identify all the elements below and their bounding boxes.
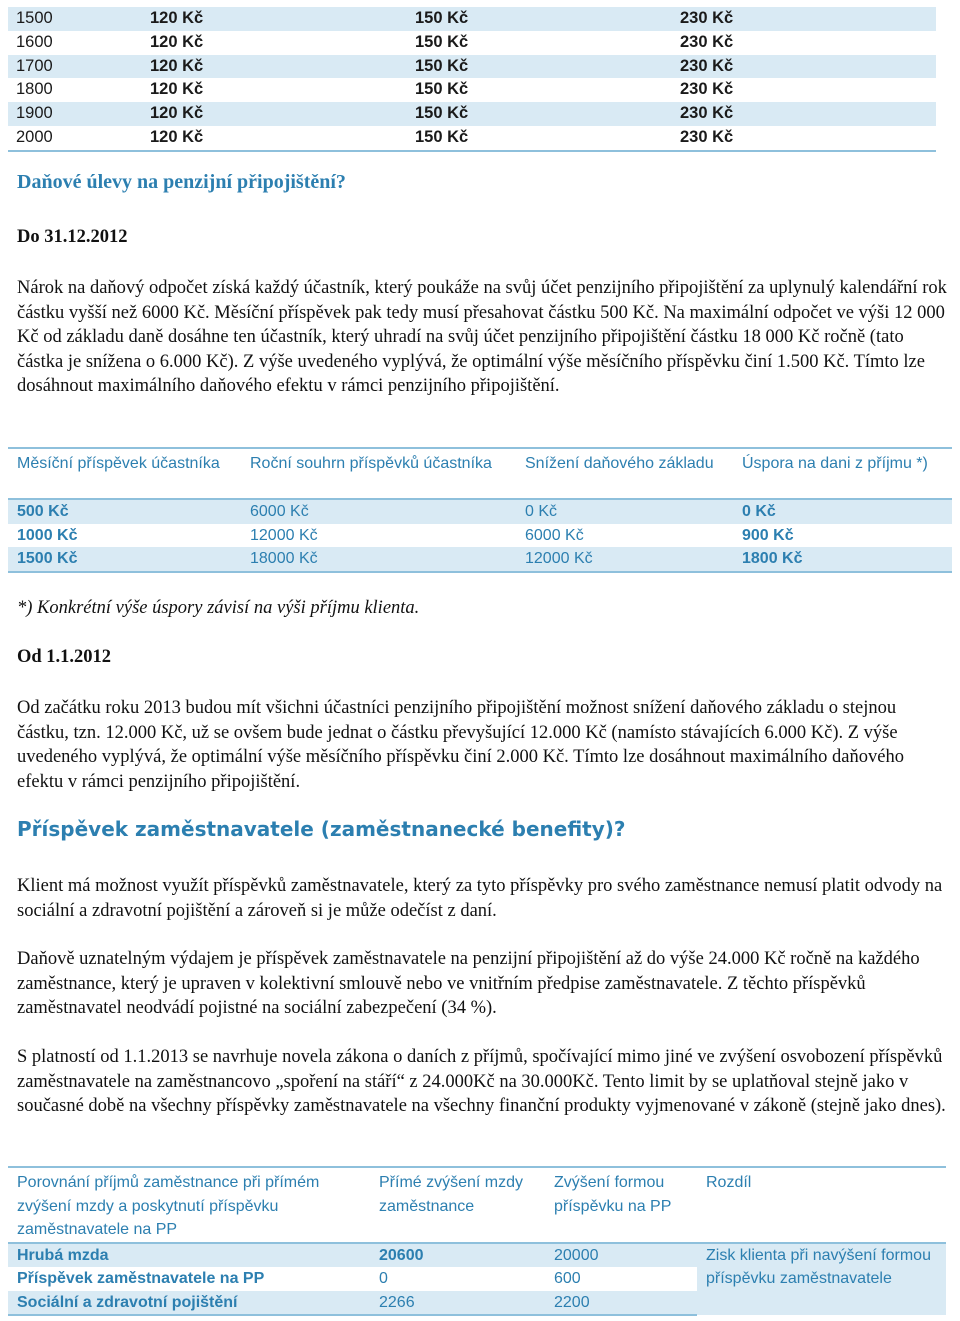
table-cell: 0 <box>379 1270 388 1287</box>
table-cell: 900 Kč <box>742 526 794 544</box>
column-header: Snížení daňového základu <box>516 448 733 499</box>
table-row <box>8 1243 946 1268</box>
column-header: Měsíční příspěvek účastníka <box>8 448 241 499</box>
table-cell: 230 Kč <box>672 55 936 79</box>
column-header: Rozdíl <box>697 1167 946 1243</box>
table-cell: 120 Kč <box>142 102 407 126</box>
table-cell: 0 Kč <box>733 499 952 524</box>
table-cell: 150 Kč <box>407 55 672 79</box>
from-2012-paragraph: Od začátku roku 2013 budou mít všichni účastníci penzijního připojištění možnost snížení daňového základu o stejnou částku, tzn. 12.000 Kč, už se ovšem bude jednat o částku převyšující 12.000 Kč (namísto stávajících 6.000 Kč). Z výše uvedeného vyplývá, že optimální výše měsíčního příspěvku činí 2.000 Kč. Tímto lze dosáhnout maximálního daňového efektu v rámci penzijního připojištění. <box>17 698 904 792</box>
table-row <box>8 31 936 55</box>
table-cell: 2266 <box>370 1291 545 1316</box>
table-cell: Hrubá mzda <box>8 1243 370 1268</box>
savings-note: *) Konkrétní výše úspory závisí na výši příjmu klienta. <box>17 598 420 618</box>
table-cell: 1000 Kč <box>17 526 78 544</box>
table-cell: 150 Kč <box>407 126 672 151</box>
table-cell: 6000 Kč <box>241 499 516 524</box>
employer-paragraph-1: Klient má možnost využít příspěvků zaměstnavatele, který za tyto příspěvky pro svého zaměstnance nemusí platit odvody na sociální a zdravotní pojištění a zároveň si je může odečíst z daní. <box>17 876 943 921</box>
contribution-table <box>8 7 936 152</box>
employer-paragraph-3: S platností od 1.1.2013 se navrhuje novela zákona o daních z příjmů, spočívající mimo jiné ve zvýšení osvobození příspěvků zaměstnavatele na zaměstnancovo „spoření na stáří“ z 24.000Kč na 30.000Kč. Tento limit by se uplatňoval stejně jako v současné době na všechny příspěvky zaměstnavatele na všechny finanční produkty vyjmenované v zákoně (stejně jako dnes). <box>17 1047 946 1116</box>
table-cell: 120 Kč <box>150 32 204 51</box>
table-header-row <box>8 1167 946 1243</box>
table-row <box>8 102 936 126</box>
table-cell: 230 Kč <box>672 7 936 31</box>
table-row <box>8 524 952 548</box>
from-2012-heading: Od 1.1.2012 <box>17 647 112 667</box>
table-cell: Příspěvek zaměstnavatele na PP <box>17 1270 265 1287</box>
table-cell: 600 <box>554 1270 581 1287</box>
table-cell: 20600 <box>370 1243 545 1268</box>
employer-paragraph-2: Daňově uznatelným výdajem je příspěvek zaměstnavatele na penzijní připojištění až do výše 24.000 Kč ročně na každého zaměstnance, který je upraven v kolektivní smlouvě nebo ve vnitřním předpise zaměstnavatele. Z těchto příspěvků zaměstnavatel neodvádí pojistné na sociální zabezpečení (34 %). <box>17 949 920 1018</box>
table-cell: 20000 <box>545 1243 697 1268</box>
table-cell: 2000 <box>8 126 142 151</box>
table-cell: 1600 <box>16 32 53 51</box>
column-header: Zvýšení formou příspěvku na PP <box>545 1167 697 1243</box>
column-header: Porovnání příjmů zaměstnance při přímém zvýšení mzdy a poskytnutí příspěvku zaměstnavatele na PP <box>8 1167 370 1243</box>
table-cell: 150 Kč <box>415 80 469 99</box>
table-cell: 120 Kč <box>150 80 204 99</box>
table-cell: 150 Kč <box>407 7 672 31</box>
table-cell: 1900 <box>8 102 142 126</box>
table-cell: 18000 Kč <box>241 547 516 572</box>
table-cell: 230 Kč <box>680 32 734 51</box>
table-row <box>8 78 936 102</box>
column-header: Roční souhrn příspěvků účastníka <box>241 448 516 499</box>
until-2012-heading: Do 31.12.2012 <box>17 227 128 247</box>
table-cell: 2200 <box>545 1291 697 1316</box>
table-cell: 500 Kč <box>8 499 241 524</box>
table-cell: 12000 Kč <box>516 547 733 572</box>
table-cell: 1800 <box>16 80 53 99</box>
table-cell: 1500 <box>8 7 142 31</box>
table-row <box>8 55 936 79</box>
difference-cell: Zisk klienta při navýšení formou příspěvku zaměstnavatele <box>697 1243 946 1316</box>
table-cell: 0 Kč <box>516 499 733 524</box>
table-row <box>8 547 952 572</box>
table-cell: 120 Kč <box>142 55 407 79</box>
column-header: Přímé zvýšení mzdy zaměstnance <box>370 1167 545 1243</box>
table-cell: 6000 Kč <box>525 526 584 544</box>
table-cell: 230 Kč <box>680 80 734 99</box>
table-header-row <box>8 448 952 499</box>
table-cell: Sociální a zdravotní pojištění <box>8 1291 370 1316</box>
table-row <box>8 499 952 524</box>
table-cell: 230 Kč <box>672 102 936 126</box>
table-row <box>8 126 936 151</box>
table-row <box>8 7 936 31</box>
tax-savings-table <box>8 447 952 573</box>
table-cell: 150 Kč <box>407 102 672 126</box>
column-header: Úspora na dani z příjmu *) <box>733 448 952 499</box>
table-cell: 1800 Kč <box>733 547 952 572</box>
table-cell: 1500 Kč <box>8 547 241 572</box>
income-comparison-table <box>8 1166 946 1316</box>
table-cell: 150 Kč <box>415 32 469 51</box>
tax-relief-heading: Daňové úlevy na penzijní připojištění? <box>17 171 346 193</box>
employer-contribution-heading: Příspěvek zaměstnavatele (zaměstnanecké benefity)? <box>17 817 626 841</box>
table-cell: 230 Kč <box>672 126 936 151</box>
table-cell: 12000 Kč <box>250 526 318 544</box>
table-cell: 1700 <box>8 55 142 79</box>
tax-relief-paragraph: Nárok na daňový odpočet získá každý účastník, který poukáže na svůj účet penzijního připojištění za uplynulý kalendářní rok částku vyšší než 6000 Kč. Měsíční příspěvek pak tedy musí přesahovat částku 500 Kč. Na maximální odpočet ve výši 12 000 Kč od základu daně dosáhne ten účastník, který uhradí na svůj účet penzijního připojištění částku 18 000 Kč ročně (tato částka je snížena o 6.000 Kč). Z výše uvedeného vyplývá, že optimální výše měsíčního příspěvku činí 1.500 Kč. Tímto lze dosáhnout maximálního daňového efektu v rámci penzijního připojištění. <box>17 278 947 396</box>
table-cell: 120 Kč <box>142 126 407 151</box>
table-cell: 120 Kč <box>142 7 407 31</box>
